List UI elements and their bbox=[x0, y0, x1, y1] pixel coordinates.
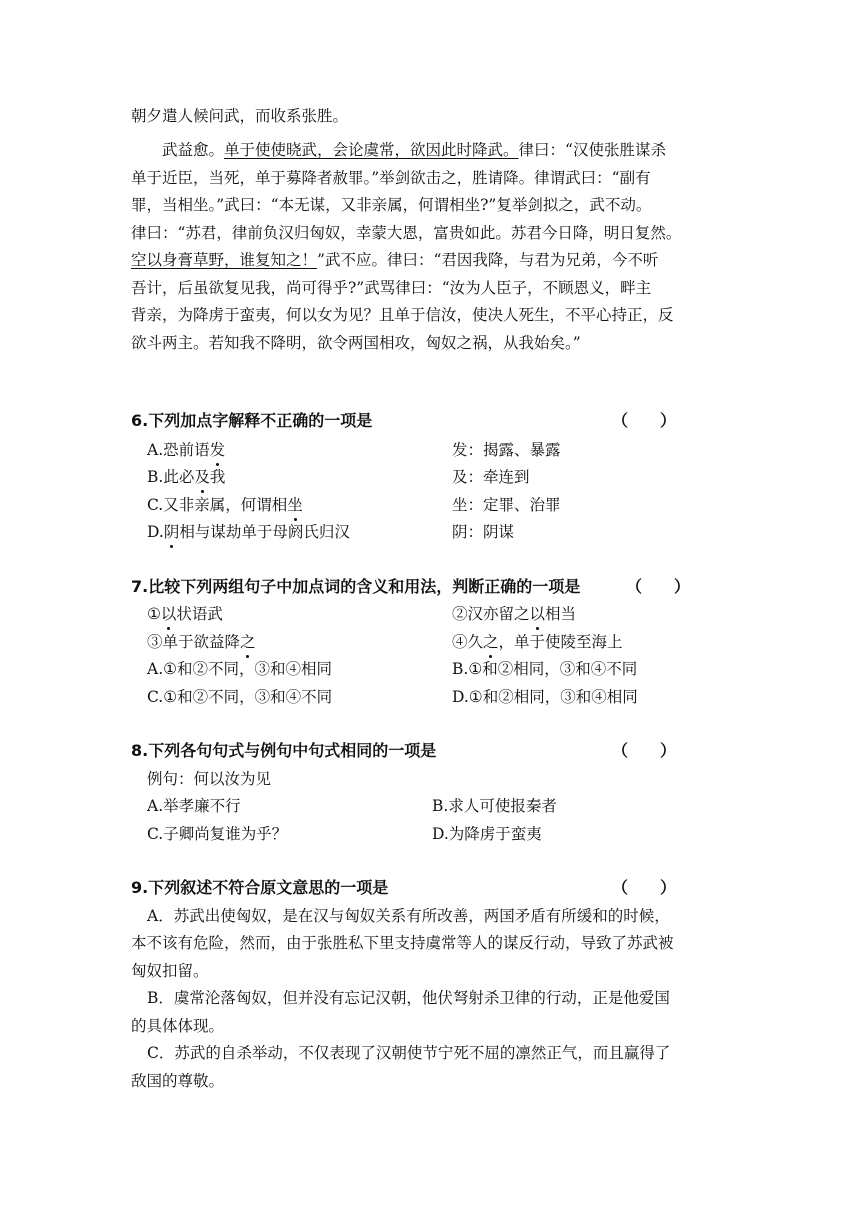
passage-line bbox=[131, 278, 651, 298]
sentence-1: ①以状语武 bbox=[147, 605, 223, 623]
dotted-char: 之 bbox=[483, 633, 499, 651]
dotted-char: 及 bbox=[194, 468, 210, 486]
option-7b: B.①和②相同，③和④不同 bbox=[452, 660, 638, 678]
passage-text: 罪，当相坐。”武曰：“本无谋，又非亲属，何谓相坐?”复举剑拟之，武不动。 bbox=[131, 196, 652, 214]
sentence-2: ②汉亦留之以相当 bbox=[452, 605, 577, 623]
option-9a-line: 本不该有危险，然而，由于张胜私下里支持虞常等人的谋反行动，导致了苏武被 bbox=[131, 934, 674, 952]
option-8b: B.求人可使报秦者 bbox=[432, 797, 557, 815]
option-6d-answer: 阴：阴谋 bbox=[452, 523, 515, 541]
option-8a: A.举孝廉不行 bbox=[147, 797, 241, 815]
underlined-sentence: 空以身膏草野，谁复知之！ bbox=[131, 251, 318, 269]
passage-text: 武益愈。 bbox=[162, 141, 225, 159]
dotted-char: 以 bbox=[160, 605, 177, 623]
example-sentence: 例句：何以汝为见 bbox=[147, 770, 272, 788]
dotted-char: 坐 bbox=[287, 496, 303, 514]
option-6a: A.恐前语发 bbox=[147, 441, 226, 459]
option-9c-line: 敌国的尊敬。 bbox=[131, 1072, 225, 1090]
answer-paren: （ ） bbox=[612, 411, 677, 430]
option-6c-answer: 坐：定罪、治罪 bbox=[452, 496, 561, 514]
option-6d: D.阴相与谋劫单于母阏氏归汉 bbox=[147, 523, 350, 541]
passage-text: 欲斗两主。若知我不降明，欲令两国相攻，匈奴之祸，从我始矣。” bbox=[131, 334, 581, 352]
passage-line bbox=[131, 305, 674, 325]
question-6-stem: 6.下列加点字解释不正确的一项是 bbox=[131, 411, 373, 430]
sentence-4: ④久之，单于使陵至海上 bbox=[452, 633, 623, 651]
underlined-sentence: 单于使使晓武，会论虞常，欲因此时降武。 bbox=[224, 141, 519, 159]
option-6c: C.又非亲属，何谓相坐 bbox=[147, 496, 303, 514]
option-6b-answer: 及：牵连到 bbox=[452, 468, 530, 486]
option-9a-line: 匈奴扣留。 bbox=[131, 962, 209, 980]
passage-line bbox=[131, 333, 581, 353]
passage-text: 背亲，为降虏于蛮夷，何以女为见？且单于信汝，使决人死生，不平心持正，反 bbox=[131, 306, 674, 324]
passage-line bbox=[131, 250, 658, 270]
answer-paren: （ ） bbox=[626, 577, 691, 596]
passage-text: 朝夕遣人候问武，而收系张胜。 bbox=[131, 107, 349, 125]
dotted-char: 阴 bbox=[163, 523, 180, 541]
option-6b: B.此必及我 bbox=[147, 468, 226, 486]
question-9-stem: 9.下列叙述不符合原文意思的一项是 bbox=[131, 878, 389, 897]
option-8c: C.子卿尚复谁为乎？ bbox=[147, 825, 288, 843]
passage-text: 律曰：“苏君，律前负汉归匈奴，幸蒙大恩，富贵如此。苏君今日降，明日复然。 bbox=[131, 224, 682, 242]
passage-text: 单于近臣，当死，单于募降者赦罪。”举剑欲击之，胜请降。律谓武曰：“副有 bbox=[131, 169, 651, 187]
dotted-char: 发 bbox=[209, 441, 226, 459]
passage-text: 律曰：“汉使张胜谋杀 bbox=[518, 141, 666, 159]
option-9a-line: A．苏武出使匈奴，是在汉与匈奴关系有所改善，两国矛盾有所缓和的时候， bbox=[147, 907, 670, 925]
passage-text: ”武不应。律曰：“君因我降，与君为兄弟，今不听 bbox=[317, 251, 659, 269]
passage-line bbox=[162, 140, 666, 160]
answer-paren: （ ） bbox=[612, 878, 677, 897]
option-7a: A.①和②不同，③和④相同 bbox=[147, 660, 333, 678]
option-7d: D.①和②相同，③和④相同 bbox=[452, 688, 638, 706]
passage-text: 吾计，后虽欲复见我，尚可得乎?”武骂律曰：“汝为人臣子，不顾恩义，畔主 bbox=[131, 279, 652, 297]
option-9b-line: B．虞常沦落匈奴，但并没有忘记汉朝，他伏弩射杀卫律的行动，正是他爱国 bbox=[147, 989, 670, 1007]
passage-line bbox=[131, 106, 348, 126]
dotted-char: 以 bbox=[529, 605, 546, 623]
option-6a-answer: 发：揭露、暴露 bbox=[452, 441, 561, 459]
option-8d: D.为降虏于蛮夷 bbox=[432, 825, 542, 843]
option-9c-line: C．苏武的自杀举动，不仅表现了汉朝使节宁死不屈的凛然正气，而且赢得了 bbox=[147, 1044, 671, 1062]
answer-paren: （ ） bbox=[612, 741, 677, 760]
dotted-char: 之 bbox=[240, 633, 256, 651]
question-7-stem: 7.比较下列两组句子中加点词的含义和用法，判断正确的一项是 bbox=[131, 577, 581, 596]
option-9b-line: 的具体体现。 bbox=[131, 1017, 225, 1035]
passage-line bbox=[131, 223, 681, 243]
passage-line bbox=[131, 168, 651, 188]
passage-line bbox=[131, 195, 651, 215]
question-8-stem: 8.下列各句句式与例句中句式相同的一项是 bbox=[131, 741, 437, 760]
sentence-3: ③单于欲益降之 bbox=[147, 633, 256, 651]
option-7c: C.①和②不同，③和④不同 bbox=[147, 688, 333, 706]
